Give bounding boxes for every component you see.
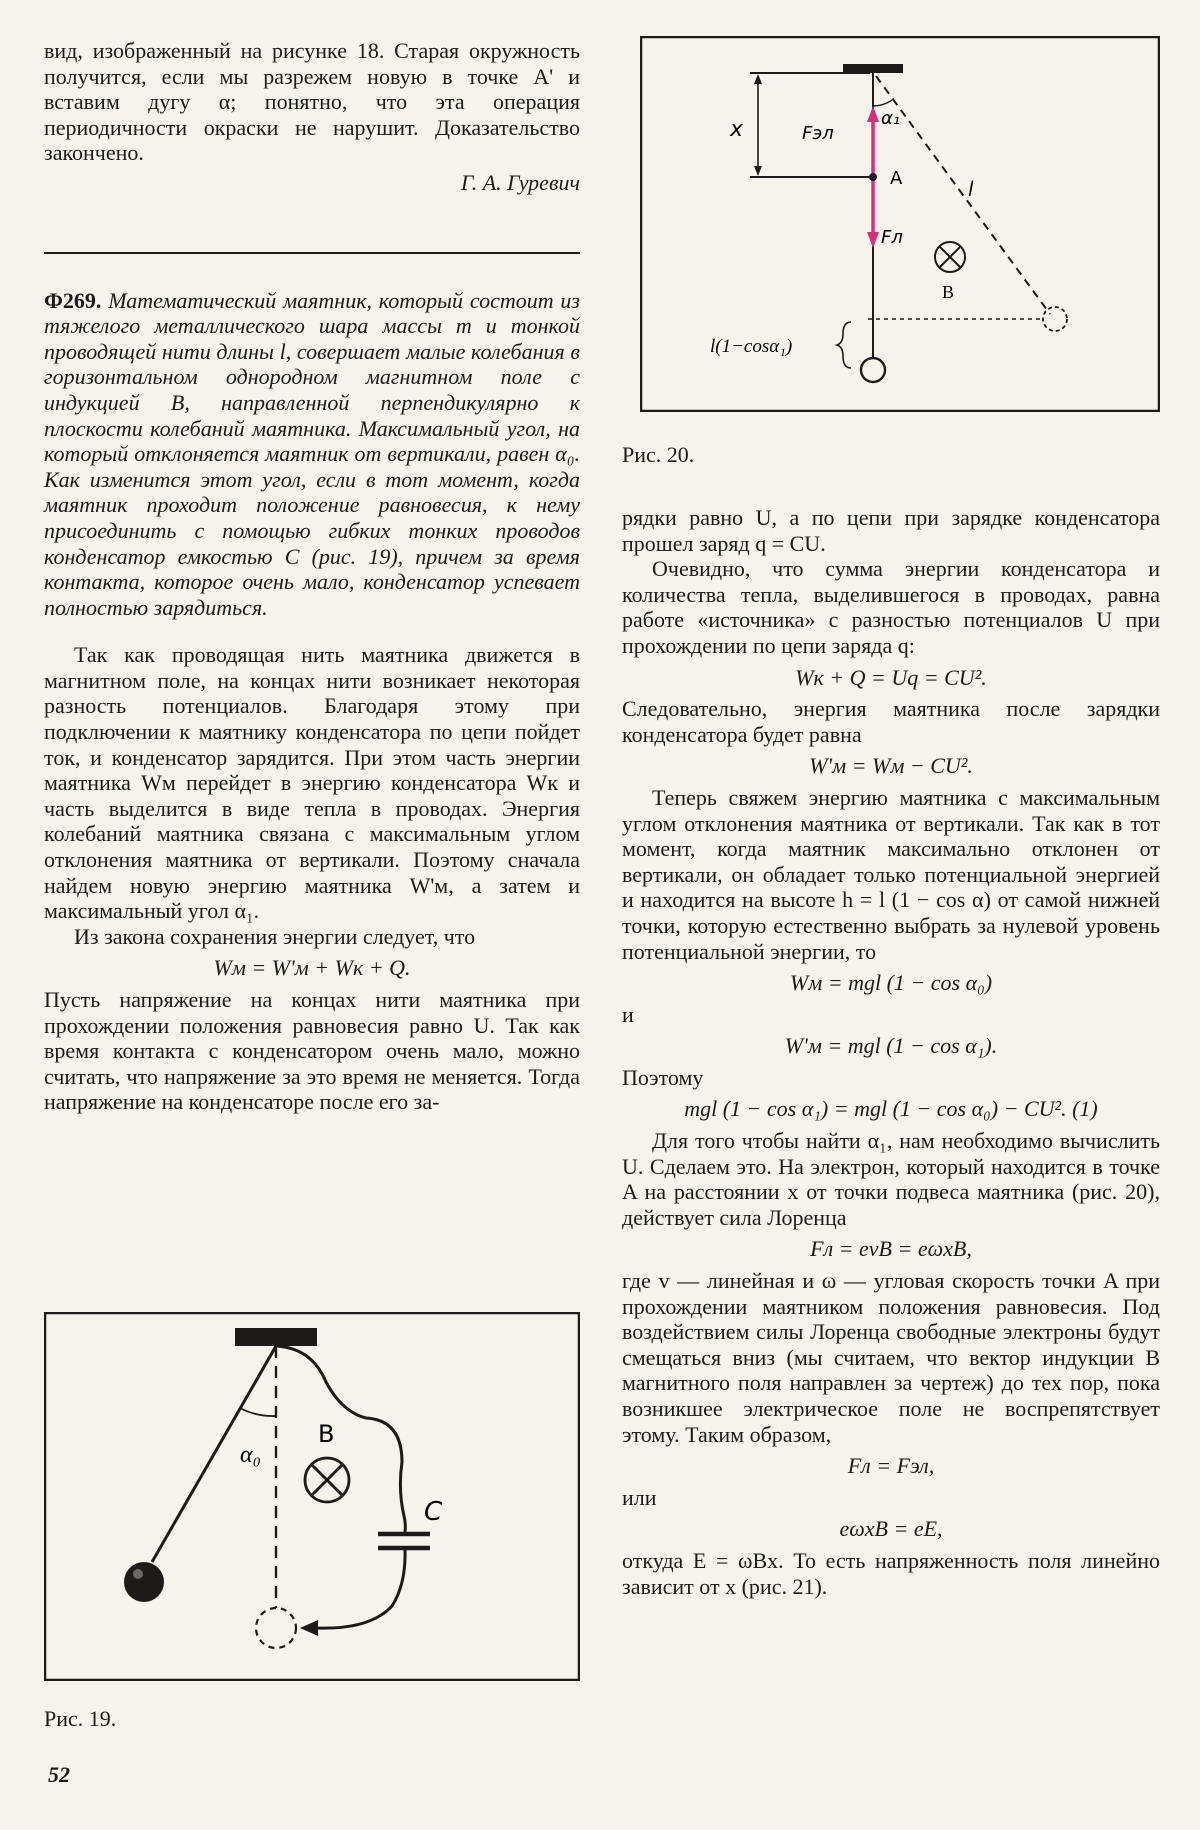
- label-alpha1: α₁: [881, 108, 901, 129]
- intro-paragraph: вид, изображенный на рисунке 18. Старая окружность получится, если мы разрежем новую в точке A' и вставим дугу α; понятно, что эта операция периодичности окраски не нарушит. Доказательство закончено.: [44, 38, 580, 166]
- problem-text: Математический маятник, который состоит из тяжелого металлического шара массы m и тонкой проводящей нити длины l, совершает малые колебания в горизонтальном однородном магнитном поле с индукцией B, направленной перпендикулярно к плоскости колебаний маятника. Максимальный угол, на который отклоняется маятник от вертикали, равен α₀. Как изменится этот угол, если в тот момент, когда маятник проходит положение равновесия, к нему присоединить с помощью гибких тонких проводов конденсатор емкостью C (рис. 19), причем за время контакта, которое очень мало, конденсатор успевает полностью зарядиться.: [44, 287, 581, 620]
- label-alpha0: α₀: [240, 1442, 261, 1468]
- flexible-wire-bottom: [316, 1550, 405, 1628]
- point-a: [869, 173, 877, 181]
- formula-energy-alpha1: W'м = mgl (1 − cos α₁).: [784, 1033, 998, 1059]
- right-column: [622, 505, 1160, 1599]
- page-number: 52: [48, 1762, 70, 1787]
- right-paragraph-2: Очевидно, что сумма энергии конденсатора и количества тепла, выделившегося в проводах, равна работе «источника» с разностью потенциалов U при прохождении по цепи заряда q:: [622, 556, 1160, 658]
- formula-new-energy: W'м = Wм − CU².: [809, 753, 973, 779]
- word-or: или: [622, 1484, 657, 1510]
- right-paragraph-3: Следовательно, энергия маятника после зарядки конденсатора будет равна: [622, 696, 1160, 747]
- x-dimension-arrow-bottom: [754, 166, 762, 176]
- formula-energy-balance: Wм = W'м + Wк + Q.: [213, 955, 411, 981]
- figure-19-diagram: [44, 1312, 580, 1681]
- label-l: l: [968, 177, 974, 201]
- pendulum-bob: [861, 358, 885, 382]
- left-column: [44, 38, 580, 1115]
- section-divider: [44, 252, 580, 254]
- right-paragraph-7: откуда E = ωBx. То есть напряженность поля линейно зависит от x (рис. 21).: [622, 1547, 1160, 1599]
- label-x: x: [730, 117, 744, 142]
- label-fel: Fэл: [802, 123, 834, 144]
- label-b: B: [942, 282, 955, 302]
- formula-lorentz-force: Fл = evB = eωxB,: [810, 1236, 972, 1262]
- formula-field-balance: eωxB = eE,: [839, 1516, 943, 1542]
- label-fl: Fл: [881, 227, 903, 248]
- word-therefore: Поэтому: [622, 1064, 704, 1090]
- suspension-bar: [235, 1328, 317, 1346]
- wire-arrowhead: [300, 1620, 318, 1636]
- intro-signature: Г. А. Гуревич: [460, 169, 580, 195]
- deflected-thread: [876, 76, 1050, 314]
- solution-paragraph-2: Из закона сохранения энергии следует, что: [74, 923, 476, 949]
- angle-alpha1-arc: [873, 100, 892, 106]
- force-fl-arrowhead: [867, 232, 879, 248]
- label-b-19: B: [318, 1420, 335, 1448]
- formula-force-balance: Fл = Fэл,: [847, 1453, 935, 1479]
- word-and: и: [622, 1001, 634, 1027]
- label-point-a: A: [890, 168, 903, 189]
- right-paragraph-4: Теперь свяжем энергию маятника с максимальным углом отклонения маятника от вертикали. Так как в тот момент, когда маятник максимально отклонен от вертикали, он обладает только потенциальной энергией и находится на высоте h = l (1 − cos α) от самой нижней точки, которую естественно выбрать за нулевой уровень потенциальной энергии, то: [622, 784, 1160, 964]
- formula-energy-alpha0: Wм = mgl (1 − cos α₀): [789, 970, 993, 996]
- equilibrium-bob-position: [256, 1608, 296, 1648]
- formula-capacitor-work: Wк + Q = Uq = CU².: [795, 664, 987, 690]
- solution-paragraph-3: Пусть напряжение на концах нити маятника при прохождении положения равновесия равно U. Так как время контакта с конденсатором очень мало, можно считать, что напряжение за это время не меняется. Тогда напряжение на конденсаторе после его за-: [44, 987, 580, 1115]
- figure-19-caption: Рис. 19.: [44, 1706, 117, 1731]
- figure-20-caption: Рис. 20.: [622, 442, 695, 467]
- angle-alpha0-arc: [240, 1408, 276, 1416]
- formula-equation-1: mgl (1 − cos α₁) = mgl (1 − cos α₀) − CU². (1): [684, 1096, 1098, 1122]
- force-fel-arrowhead: [867, 106, 879, 122]
- deflected-bob: [1043, 307, 1067, 331]
- right-paragraph-1: рядки равно U, а по цепи при зарядке конденсатора прошел заряд q = CU.: [622, 505, 1160, 556]
- x-dimension-arrow-top: [754, 74, 762, 84]
- problem-statement: [44, 288, 580, 621]
- solution-paragraph-1: Так как проводящая нить маятника движется в магнитном поле, на концах нити возникает некоторая разность потенциалов. Благодаря этому при подключении к маятнику конденсатора по цепи пойдет ток, и конденсатор зарядится. При этом часть энергии маятника Wм перейдет в энергию конденсатора Wк и часть выделится в виде тепла в проводах. Энергия колебаний маятника связана с максимальным углом отклонения маятника от вертикали. Поэтому сначала найдем новую энергию маятника W'м, а затем и максимальный угол α₁.: [44, 642, 580, 924]
- bob-highlight: [133, 1569, 143, 1579]
- figure-20-diagram: [640, 36, 1160, 412]
- label-c: C: [424, 1497, 443, 1527]
- height-brace: [837, 322, 851, 368]
- problem-number: Ф269.: [44, 287, 102, 313]
- pendulum-bob-19: [124, 1562, 164, 1602]
- suspension-point: [843, 64, 903, 73]
- label-height: l(1−cosα₁): [710, 336, 793, 357]
- flexible-wire-top: [276, 1346, 405, 1532]
- right-paragraph-5: Для того чтобы найти α₁, нам необходимо вычислить U. Сделаем это. На электрон, который находится в точке A на расстоянии x от точки подвеса маятника (рис. 20), действует сила Лоренца: [622, 1128, 1160, 1230]
- right-paragraph-6: где v — линейная и ω — угловая скорость точки A при прохождении маятником положения равновесия. Под воздействием силы Лоренца свободные электроны будут смещаться вниз (мы считаем, что вектор индукции B магнитного поля направлен за чертеж) до тех пор, пока возникшее электрическое поле не воспрепятствует этому. Таким образом,: [622, 1268, 1160, 1447]
